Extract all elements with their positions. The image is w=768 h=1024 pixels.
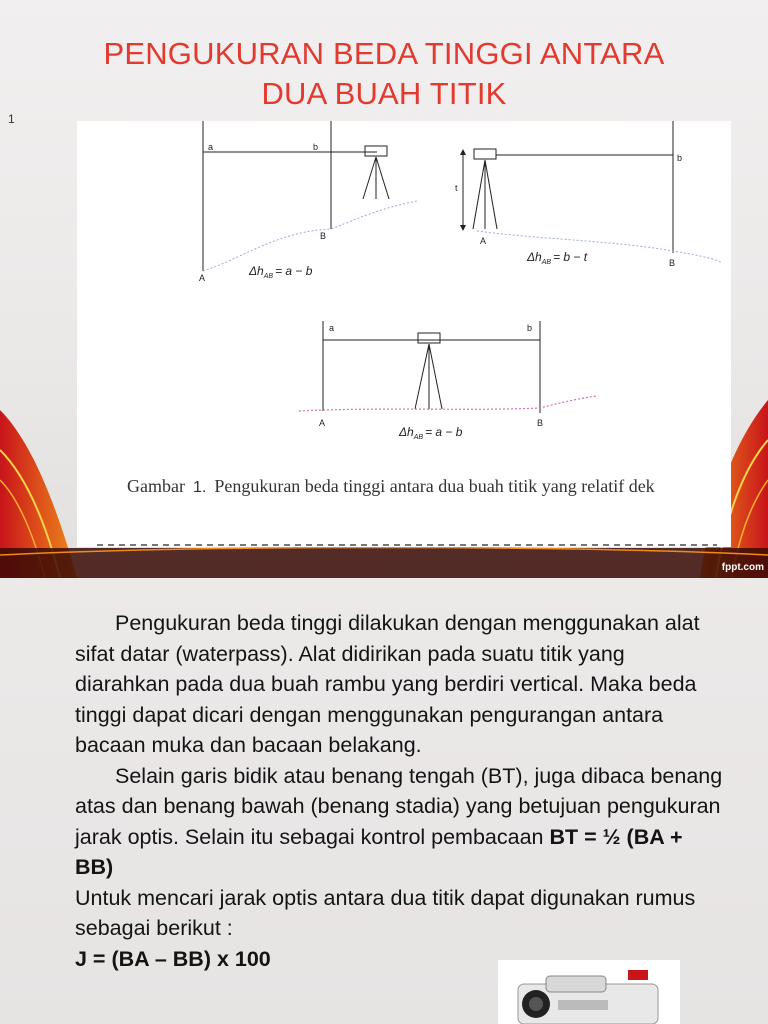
formula-1: $\Delta h_{AB} = a - b$ — [249, 264, 313, 280]
slide-title — [40, 34, 728, 114]
formula-3: $\Delta h_{AB} = a - b$ — [399, 425, 463, 441]
body-text — [75, 608, 725, 974]
label-b-1: b — [313, 142, 319, 152]
paragraph-1: Pengukuran beda tinggi dilakukan dengan menggunakan alat sifat datar (waterpass). Alat didirikan pada suatu titik yang diarahkan pada dua buah rambu yang berdiri vertical. Maka beda tinggi dapat dicari dengan menggunakan pengurangan antara bacaan muka dan bacaan belakang. — [75, 611, 700, 757]
label-A-1: A — [199, 273, 206, 283]
distance-formula: J = (BA – BB) x 100 — [75, 946, 271, 971]
figure-caption: Gambar 1. Pengukuran beda tinggi antara dua buah titik yang relatif dek — [127, 476, 655, 496]
formula-2: $\Delta h_{AB} = b - t$ — [527, 250, 588, 266]
paragraph-2-text: Selain garis bidik atau benang tengah (BT), juga dibaca benang atas dan benang bawah (benang stadia) yang betujuan pengukuran jarak optis. Selain itu sebagai kontrol pembacaan — [75, 763, 723, 849]
control-formula: BT = ½ (BA + BB) — [75, 824, 683, 879]
waterpass-instrument-icon — [498, 960, 680, 1024]
label-B-3: B — [537, 418, 544, 428]
label-A-2: A — [480, 236, 487, 246]
surveying-figure — [77, 121, 731, 547]
slide-number: 1 — [8, 112, 15, 126]
label-B-2: B — [669, 258, 676, 268]
watermark-text: fppt.com — [721, 562, 764, 573]
label-A-3: A — [319, 418, 326, 428]
label-B-1: B — [320, 231, 327, 241]
waterpass-photo — [498, 960, 680, 1024]
label-a-3: a — [329, 323, 335, 333]
label-b-2: b — [677, 153, 683, 163]
paragraph-2 — [75, 761, 725, 883]
label-t: t — [455, 183, 458, 193]
paragraph-3: Untuk mencari jarak optis antara dua titik dapat digunakan rumus sebagai berikut : — [75, 885, 696, 940]
leveling-diagram — [77, 121, 731, 547]
title-line-2: DUA BUAH TITIK — [261, 76, 507, 111]
label-b-3: b — [527, 323, 533, 333]
label-a-1: a — [208, 142, 214, 152]
title-line-1: PENGUKURAN BEDA TINGGI ANTARA — [103, 36, 665, 71]
